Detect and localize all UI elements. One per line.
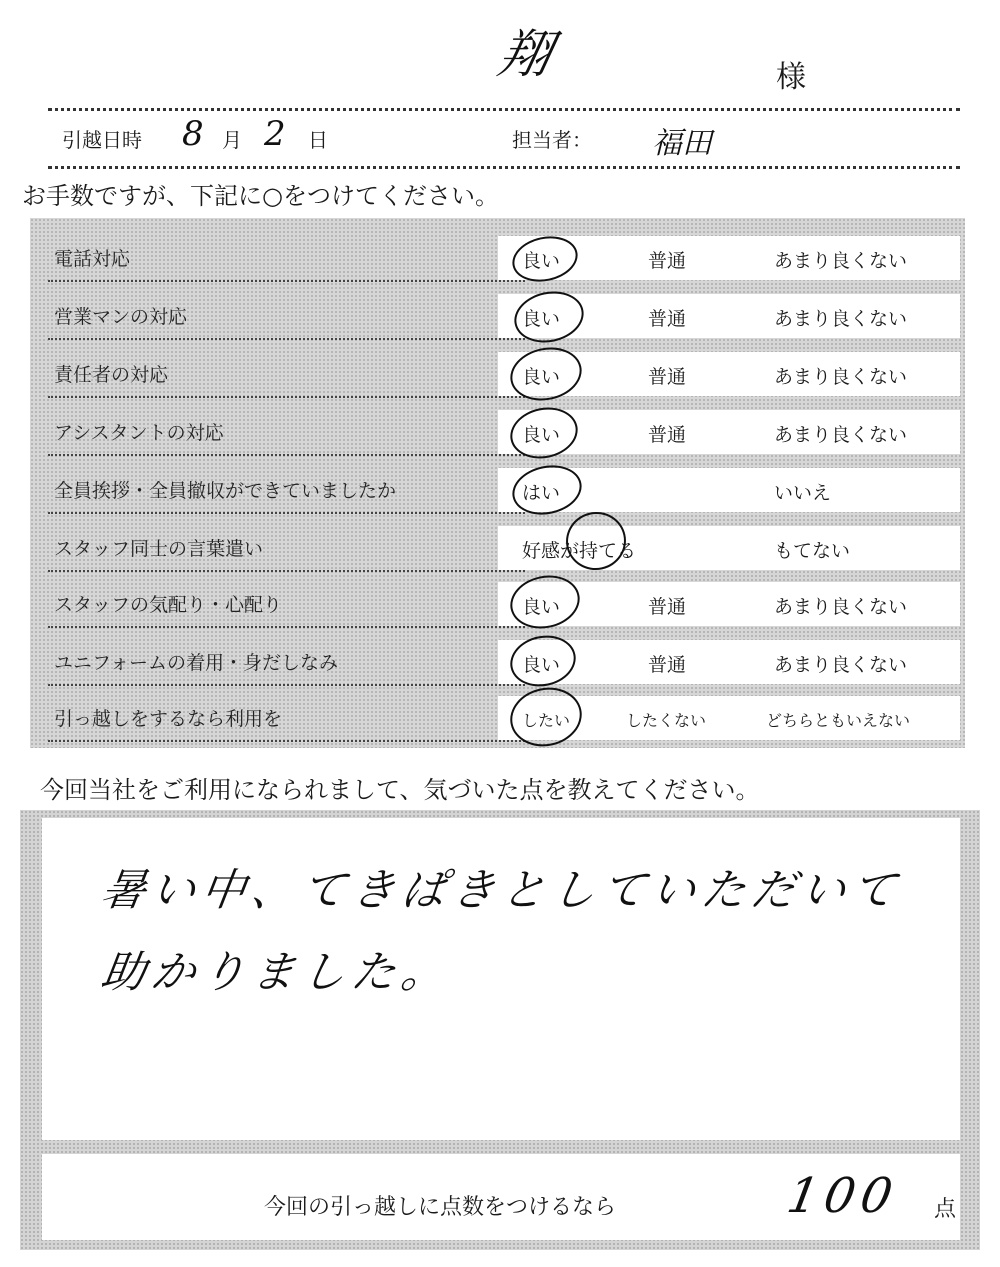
score-label: 今回の引っ越しに点数をつけるなら xyxy=(264,1195,617,1220)
selection-circle xyxy=(505,569,584,634)
dotted-rule xyxy=(48,626,525,628)
dotted-rule xyxy=(48,570,525,572)
option-not-good[interactable]: あまり良くない xyxy=(774,308,908,330)
option-not-good[interactable]: あまり良くない xyxy=(774,654,908,676)
dotted-rule xyxy=(48,684,525,686)
option-not-good[interactable]: あまり良くない xyxy=(774,250,908,272)
option-average[interactable]: 普通 xyxy=(648,250,687,272)
dotted-rule xyxy=(48,512,525,514)
dotted-rule xyxy=(48,396,525,398)
option-want[interactable]: したい xyxy=(522,711,571,730)
move-day: 2 xyxy=(264,114,286,154)
survey-row xyxy=(30,690,965,742)
option-favorable[interactable]: 好感が持てる xyxy=(522,540,637,562)
question-label: スタッフの気配り・心配り xyxy=(54,594,283,616)
option-no[interactable]: いいえ xyxy=(774,482,832,504)
question-label: アシスタントの対応 xyxy=(54,422,224,444)
question-label: スタッフ同士の言葉遣い xyxy=(54,538,264,560)
option-neither[interactable]: どちらともいえない xyxy=(766,711,911,730)
question-label: 引っ越しをするなら利用を xyxy=(54,708,283,730)
option-yes[interactable]: はい xyxy=(522,482,561,504)
options-box xyxy=(498,582,960,626)
survey-row xyxy=(30,462,965,514)
option-good[interactable]: 良い xyxy=(522,654,561,676)
staff-label: 担当者： xyxy=(512,128,592,152)
option-good[interactable]: 良い xyxy=(522,250,561,272)
selection-circle xyxy=(508,459,586,521)
comment-question: 今回当社をご利用になられまして、気づいた点を教えてください。 xyxy=(40,776,760,804)
survey-panel xyxy=(30,218,965,748)
survey-row xyxy=(30,230,965,282)
question-label: 電話対応 xyxy=(54,248,131,270)
options-box xyxy=(498,236,960,280)
survey-row xyxy=(30,576,965,628)
score-value[interactable]: 100 xyxy=(783,1168,903,1224)
survey-row xyxy=(30,346,965,398)
move-month: 8 xyxy=(182,114,204,154)
comment-box[interactable] xyxy=(42,818,960,1140)
option-good[interactable]: 良い xyxy=(522,424,561,446)
options-box xyxy=(498,294,960,338)
option-not-good[interactable]: あまり良くない xyxy=(774,424,908,446)
option-average[interactable]: 普通 xyxy=(648,596,687,618)
honorific: 様 xyxy=(776,60,806,95)
option-average[interactable]: 普通 xyxy=(648,654,687,676)
comment-line-2: 助かりました。 xyxy=(97,947,455,998)
dotted-rule xyxy=(48,454,525,456)
options-box xyxy=(498,352,960,396)
dotted-rule xyxy=(48,338,525,340)
comment-line-1: 暑い中、てきぱきとしていただいて xyxy=(97,865,905,916)
dotted-rule xyxy=(48,280,525,282)
comment-panel xyxy=(20,810,980,1250)
option-dont-want[interactable]: したくない xyxy=(626,711,707,730)
option-unfavorable[interactable]: もてない xyxy=(774,540,851,562)
option-not-good[interactable]: あまり良くない xyxy=(774,596,908,618)
option-good[interactable]: 良い xyxy=(522,596,561,618)
option-average[interactable]: 普通 xyxy=(648,424,687,446)
divider xyxy=(48,108,960,111)
survey-row xyxy=(30,520,965,572)
question-label: 責任者の対応 xyxy=(54,364,169,386)
score-box xyxy=(42,1154,960,1240)
divider xyxy=(48,166,960,169)
question-label: 全員挨拶・全員撤収ができていましたか xyxy=(54,480,397,502)
option-not-good[interactable]: あまり良くない xyxy=(774,366,908,388)
staff-name: 福田 xyxy=(652,126,712,161)
options-box xyxy=(498,696,960,740)
customer-name: 翔 xyxy=(492,25,554,85)
option-average[interactable]: 普通 xyxy=(648,308,687,330)
options-box xyxy=(498,640,960,684)
question-label: ユニフォームの着用・身だしなみ xyxy=(54,652,339,674)
options-box xyxy=(498,526,960,570)
instruction-text: お手数ですが、下記に○をつけてください。 xyxy=(22,182,499,210)
dotted-rule xyxy=(48,740,525,742)
selection-circle xyxy=(561,506,632,575)
options-box xyxy=(498,410,960,454)
option-average[interactable]: 普通 xyxy=(648,366,687,388)
score-unit: 点 xyxy=(934,1197,957,1222)
move-date-label: 引越日時 xyxy=(62,128,142,152)
options-box xyxy=(498,468,960,512)
option-good[interactable]: 良い xyxy=(522,366,561,388)
day-unit: 日 xyxy=(308,128,328,152)
question-label: 営業マンの対応 xyxy=(54,306,188,328)
survey-row xyxy=(30,634,965,686)
survey-row xyxy=(30,288,965,340)
month-unit: 月 xyxy=(222,128,242,152)
selection-circle xyxy=(506,630,581,693)
selection-circle xyxy=(508,231,582,288)
option-good[interactable]: 良い xyxy=(522,308,561,330)
survey-row xyxy=(30,404,965,456)
selection-circle xyxy=(505,681,587,753)
